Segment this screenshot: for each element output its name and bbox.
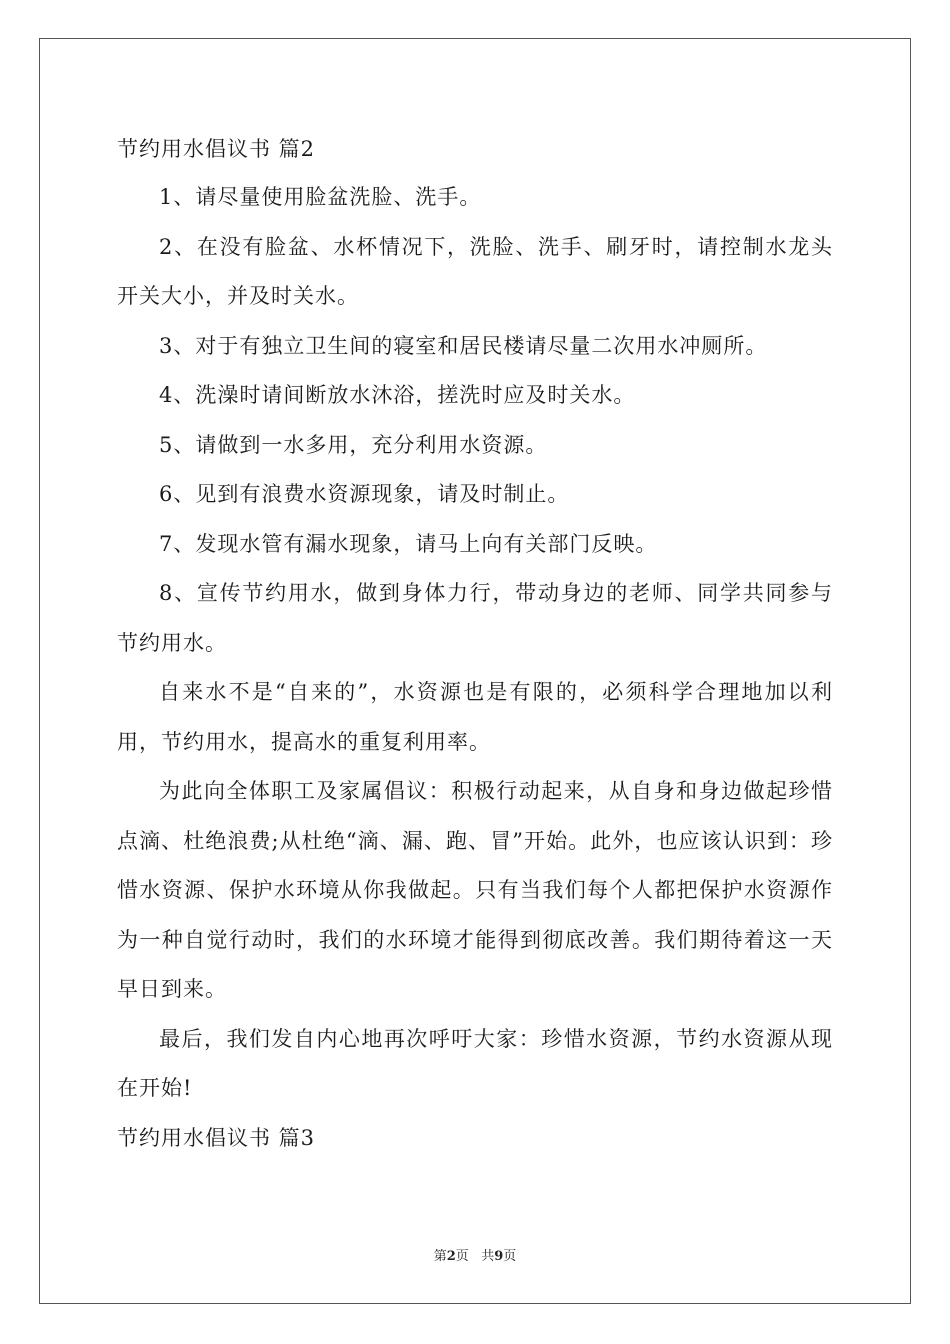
paragraph-4: 4、洗澡时请间断放水沐浴，搓洗时应及时关水。 [159, 383, 636, 407]
paragraph-11: 最后，我们发自内心地再次呼吁大家：珍惜水资源，节约水资源从现在开始! [117, 1026, 833, 1100]
paragraph-6: 6、见到有浪费水资源现象，请及时制止。 [159, 482, 570, 506]
footer-page-prefix: 第 [433, 1249, 447, 1264]
footer-total-suffix: 页 [503, 1249, 517, 1264]
paragraph-7: 7、发现水管有漏水现象，请马上向有关部门反映。 [159, 531, 658, 556]
footer-page-number: 2 [446, 1249, 456, 1264]
document-body [117, 125, 833, 1162]
paragraph-2: 2、在没有脸盆、水杯情况下，洗脸、洗手、刷牙时，请控制水龙头开关大小，并及时关水。 [117, 234, 833, 308]
paragraph-10: 为此向全体职工及家属倡议：积极行动起来，从自身和身边做起珍惜点滴、杜绝浪费;从杜绝“滴、漏、跑、冒”开始。此外，也应该认识到：珍惜水资源、保护水环境从你我做起。只有当我们每个人都把保护水资源作为一种自觉行动时，我们的水环境才能得到彻底改善。我们期待着这一天早日到来。 [117, 779, 833, 1001]
paragraph-5: 5、请做到一水多用，充分利用水资源。 [159, 432, 548, 457]
page-footer [0, 1245, 950, 1264]
paragraph-8: 8、宣传节约用水，做到身体力行，带动身边的老师、同学共同参与节约用水。 [117, 581, 833, 655]
footer-total-prefix: 共 [481, 1249, 495, 1264]
footer-total-pages: 9 [494, 1249, 504, 1264]
paragraph-9: 自来水不是“自来的”，水资源也是有限的，必须科学合理地加以利用，节约用水，提高水的重复利用率。 [117, 680, 833, 754]
section-heading-3: 节约用水倡议书 篇3 [117, 1125, 316, 1150]
paragraph-1: 1、请尽量使用脸盆洗脸、洗手。 [159, 185, 482, 209]
section-heading-2: 节约用水倡议书 篇2 [117, 137, 316, 161]
footer-page-suffix: 页 [455, 1249, 469, 1264]
paragraph-3: 3、对于有独立卫生间的寝室和居民楼请尽量二次用水冲厕所。 [159, 333, 768, 358]
